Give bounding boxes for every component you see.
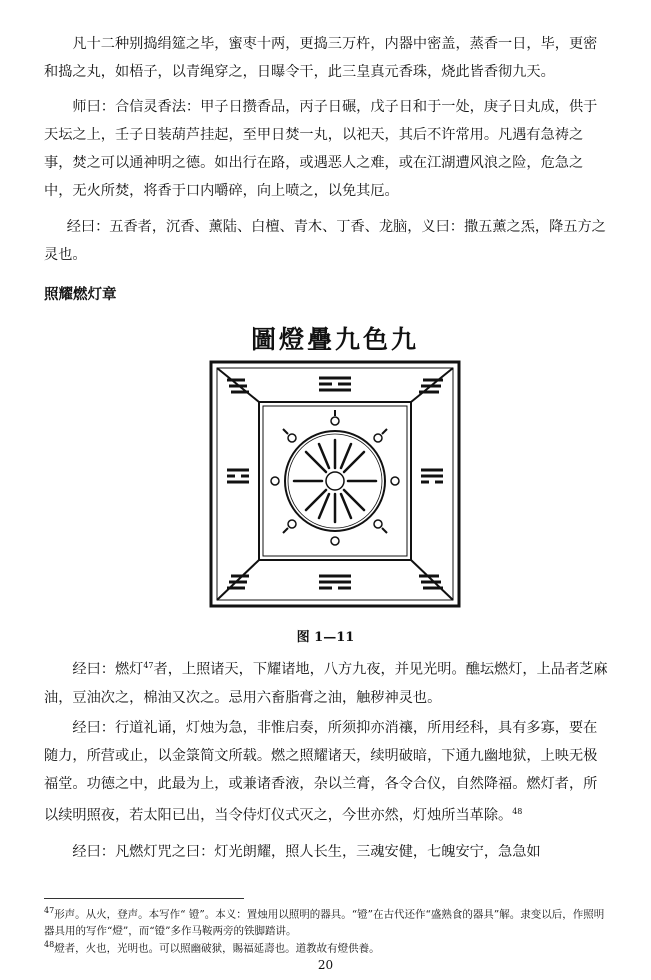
- center-lamp-icon: [326, 472, 344, 490]
- diagram-title: 圖燈疊九色九: [250, 325, 420, 354]
- footnote-divider: [44, 898, 244, 899]
- lamp-rays: [294, 440, 376, 522]
- footnote-47-number: 47: [44, 906, 55, 915]
- footnote-48-number: 48: [44, 940, 55, 949]
- paragraph-rites-text: 经曰：行道礼诵，灯烛为急，非惟启奏，所须抑亦消禳，所用经科，具有多寡，要在随力，所营或止，以金箓简文所载。燃之照耀诸天，续明破暗，下通九幽地狱，上映无极福堂。功德之中，此最为上，或兼诸香液，杂以兰膏，各令合仪，自然降福。燃灯者，所以续明照夜，若太阳已出，当令侍灯仪式灭之，今世亦然，灯烛所当革除。: [44, 720, 598, 824]
- page-number: 20: [317, 958, 334, 972]
- paragraph-lamp-lighting-b: 者，上照诸天，下耀诸地，八方九夜，并见光明。醮坛燃灯，上品者芝麻油，豆油次之，棉油又次之。忌用六畜脂膏之油，触秽神灵也。: [44, 661, 608, 706]
- paragraph-lamp-incantation: 经曰：凡燃灯咒之曰：灯光朗耀，照人长生，三魂安健，七魄安宁，急急如: [72, 844, 541, 860]
- footnote-48: [44, 937, 614, 957]
- paragraph-rites: [44, 714, 610, 830]
- corner-line: [411, 560, 453, 600]
- paragraph-master-saying: 师曰：合信灵香法：甲子日攒香品，丙子日碾，戊子日和于一处，庚子日丸成，供于天坛之上，壬子日装葫芦挂起，至甲日焚一丸，以祀天，其后不许常用。凡遇有急祷之事，焚之可以通神明之德。如出行在路，或遇恶人之难，或在江湖遭风浪之险，危急之中，无火所焚，将香于口内嚼碎，向上喷之，以免其厄。: [44, 99, 598, 199]
- paragraph-five-incense: 经曰：五香者，沉香、薰陆、白檀、青木、丁香、龙脑，义曰：撒五薰之炁，降五方之灵也。: [44, 219, 606, 263]
- paragraph-lamp-lighting-a: 经曰：燃灯: [72, 661, 144, 678]
- outer-lamps: [271, 417, 399, 545]
- trigram-bottom-icon: [319, 576, 351, 588]
- trigram-left-icon: [227, 470, 249, 482]
- footnote-48-text: 燈者，火也，光明也。可以照幽破狱，賜福延壽也。道教故有燈供養。: [54, 942, 380, 955]
- footnote-ref-47[interactable]: 47: [143, 661, 154, 670]
- trigram-top-icon: [319, 378, 351, 390]
- footnote-ref-48[interactable]: 48: [512, 807, 523, 816]
- trigram-right-icon: [421, 470, 443, 482]
- paragraph-incense-beads: 凡十二种别捣绢筵之毕，蜜枣十两，更捣三万杵，内器中密盖，蒸香一日，毕，更密和捣之丸，如梧子，以青绳穿之，日曝令干，此三皇真元香珠，烧此皆香彻九天。: [44, 36, 598, 80]
- footnote-47-text: 形声。从火，登声。本写作“ 镫”。本义：置烛用以照明的器具。“镫”在古代还作“盛熟食的器具”解。隶变以后，作照明器具用的写作“燈”，而“镫”多作马鞍两旁的铁脚踏讲。: [44, 908, 605, 937]
- paragraph-lamp-lighting: [44, 652, 610, 712]
- corner-line: [217, 560, 259, 600]
- trigram-top-right-icon: [419, 380, 443, 392]
- section-heading: 照耀燃灯章: [44, 286, 117, 303]
- figure-caption: 图 1—11: [296, 630, 355, 645]
- footnote-47: [44, 903, 614, 939]
- nine-color-lamp-diagram: [205, 318, 465, 610]
